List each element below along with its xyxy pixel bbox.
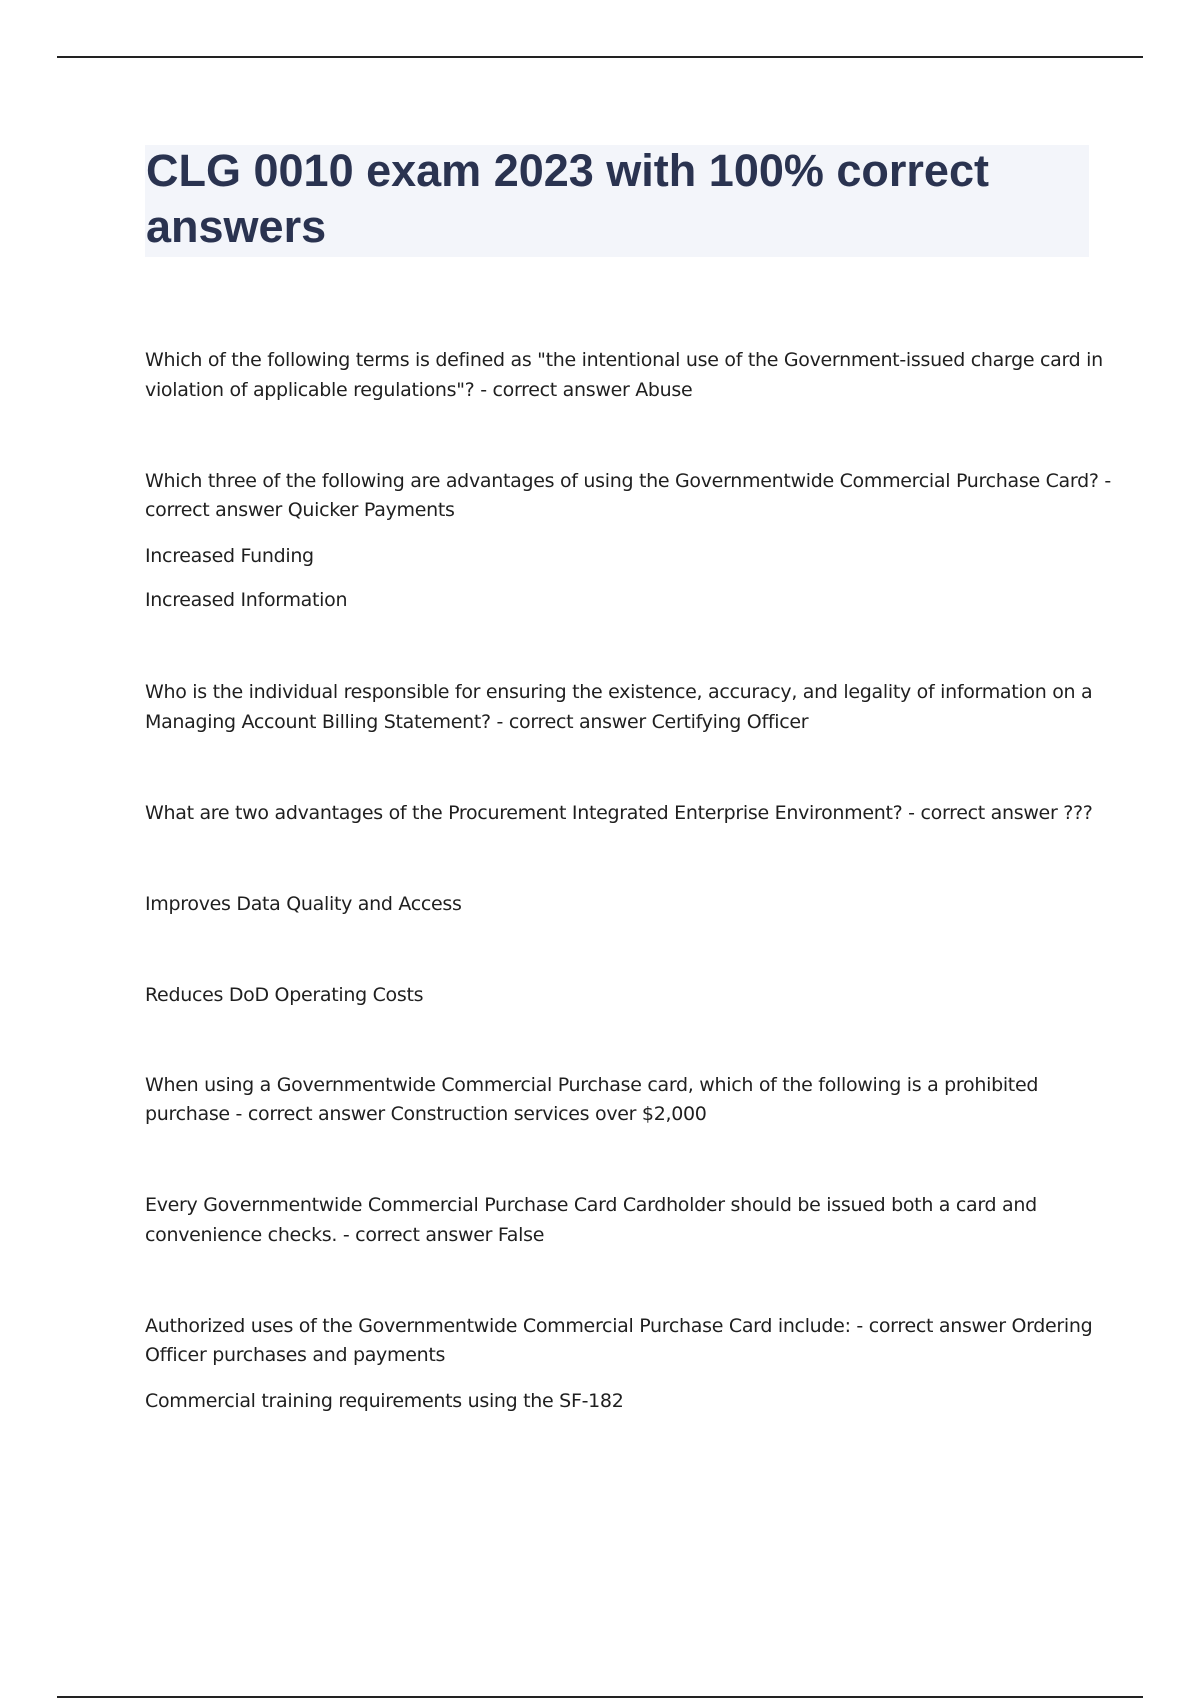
top-rule	[57, 56, 1143, 58]
text-line: Who is the individual responsible for ensuring the existence, accuracy, and legality of information on a	[145, 681, 1093, 703]
bottom-rule	[57, 1696, 1143, 1698]
text-line: Managing Account Billing Statement? - correct answer Certifying Officer	[145, 711, 809, 733]
text-line: Increased Funding	[145, 545, 314, 567]
text-line: When using a Governmentwide Commercial Purchase card, which of the following is a prohibited	[145, 1074, 1039, 1096]
text-line: Authorized uses of the Governmentwide Commercial Purchase Card include: - correct answer Ordering	[145, 1315, 1093, 1337]
text-line: What are two advantages of the Procurement Integrated Enterprise Environment? - correct answer ???	[145, 802, 1093, 824]
text-line: Commercial training requirements using the SF-182	[145, 1390, 624, 1412]
text-line: correct answer Quicker Payments	[145, 499, 455, 521]
text-line: purchase - correct answer Construction services over $2,000	[145, 1103, 707, 1125]
text-line: Officer purchases and payments	[145, 1344, 446, 1366]
text-line: Reduces DoD Operating Costs	[145, 984, 424, 1006]
text-line: Improves Data Quality and Access	[145, 893, 462, 915]
text-line: Which three of the following are advantages of using the Governmentwide Commercial Purchase Card? -	[145, 470, 1111, 492]
text-line: Every Governmentwide Commercial Purchase Card Cardholder should be issued both a card and	[145, 1194, 1037, 1216]
document-title: CLG 0010 exam 2023 with 100% correct answers	[146, 145, 989, 252]
text-line: Increased Information	[145, 589, 348, 611]
text-line: convenience checks. - correct answer False	[145, 1224, 545, 1246]
text-line: Which of the following terms is defined as "the intentional use of the Government-issued charge card in	[145, 349, 1103, 371]
text-line: violation of applicable regulations"? - correct answer Abuse	[145, 379, 693, 401]
